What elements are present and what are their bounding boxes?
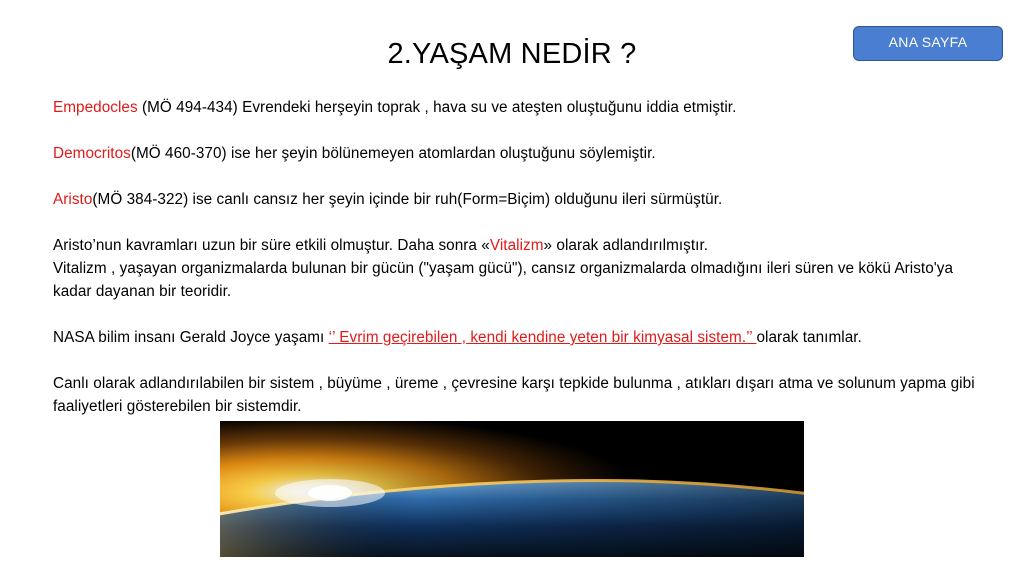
paragraph-nasa-after: olarak tanımlar. bbox=[756, 329, 862, 346]
name-democritos: Democritos bbox=[53, 145, 131, 162]
page-title: 2.YAŞAM NEDİR ? bbox=[387, 38, 637, 70]
paragraph-aristo bbox=[53, 188, 988, 211]
paragraph-empedocles bbox=[53, 96, 988, 119]
term-vitalizm: Vitalizm bbox=[489, 237, 544, 254]
name-aristo: Aristo bbox=[53, 191, 93, 208]
paragraph-aristo-text: (MÖ 384-322) ise canlı cansız her şeyin içinde bir ruh(Form=Biçim) olduğunu ileri sürmüştür. bbox=[92, 191, 723, 208]
paragraph-vitalizm-after: » olarak adlandırılmıştır. bbox=[543, 237, 709, 254]
definition-link[interactable]: ‘’ Evrim geçirebilen , kendi kendine yeten bir kimyasal sistem.’’ bbox=[328, 329, 757, 346]
paragraph-empedocles-text: (MÖ 494-434) Evrendeki herşeyin toprak , hava su ve ateşten oluştuğunu iddia etmiştir. bbox=[137, 99, 737, 116]
paragraph-democritos bbox=[53, 142, 988, 165]
paragraph-nasa bbox=[53, 326, 988, 349]
paragraph-democritos-text: (MÖ 460-370) ise her şeyin bölünemeyen atomlardan oluştuğunu söylemiştir. bbox=[130, 145, 656, 162]
paragraph-vitalizm-intro bbox=[53, 234, 988, 257]
home-button[interactable]: ANA SAYFA bbox=[853, 26, 1003, 61]
slide-body bbox=[53, 96, 988, 418]
paragraph-vitalizm-before: Aristo’nun kavramları uzun bir süre etkili olmuştur. Daha sonra « bbox=[53, 237, 490, 254]
paragraph-vitalizm-definition: Vitalizm , yaşayan organizmalarda bulunan bir gücün ("yaşam gücü"), cansız organizmalarda olmadığını ileri süren ve kökü Aristo'ya kadar dayanan bir teoridir. bbox=[53, 260, 954, 300]
paragraph-nasa-before: NASA bilim insanı Gerald Joyce yaşamı bbox=[53, 329, 329, 346]
earth-sunrise-image bbox=[220, 421, 804, 557]
paragraph-living-system: Canlı olarak adlandırılabilen bir sistem , büyüme , üreme , çevresine karşı tepkide bulunma , atıkları dışarı atma ve solunum yapma gibi faaliyetleri gösterebilen bir sistemdir. bbox=[53, 375, 975, 415]
name-empedocles: Empedocles bbox=[53, 99, 138, 116]
